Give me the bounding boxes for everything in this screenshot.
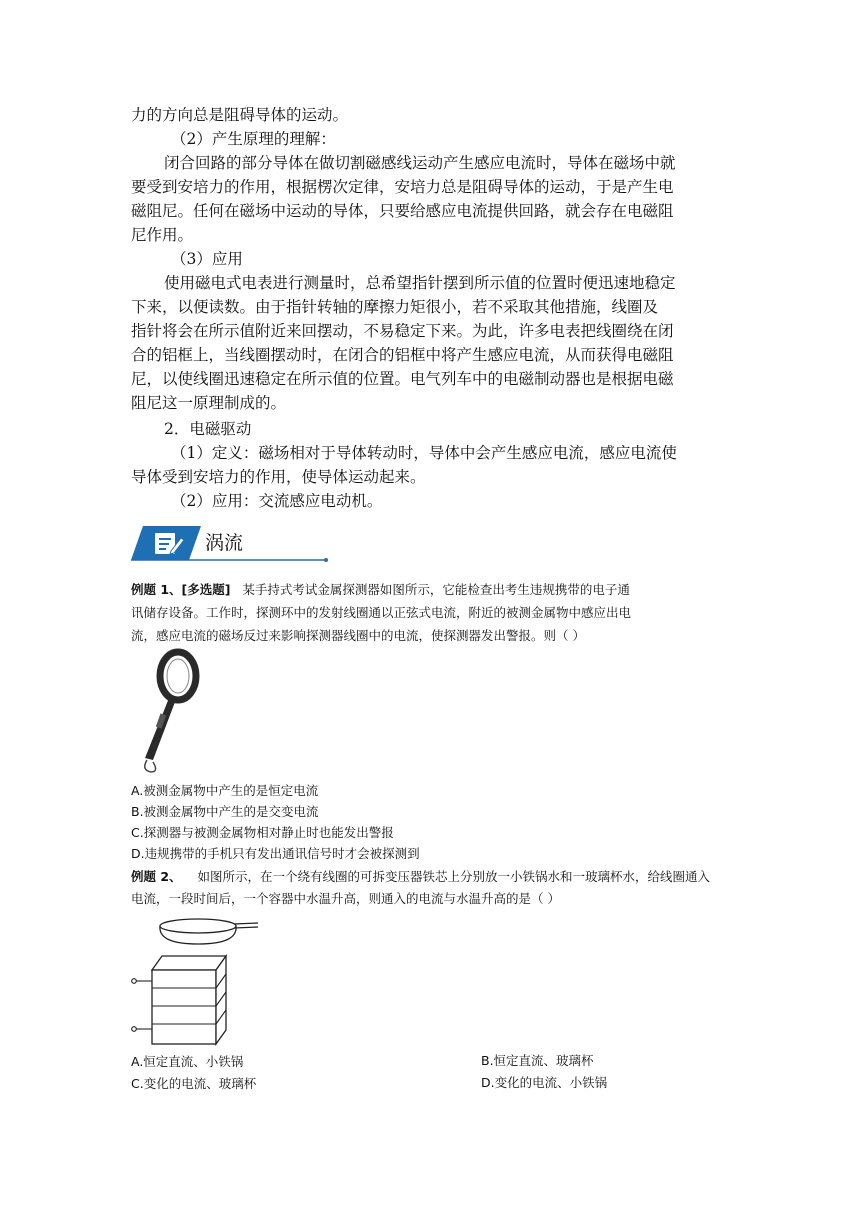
metal-detector-image	[131, 648, 201, 776]
option-a: A.恒定直流、小铁锅	[131, 1054, 244, 1069]
option-c: C.探测器与被测金属物相对静止时也能发出警报	[131, 825, 394, 840]
example-stem-line: 流，感应电流的磁场反过来影响探测器线圈中的电流，使探测器发出警报。则（ ）	[131, 628, 585, 643]
paragraph-line: （1）定义：磁场相对于导体转动时，导体中会产生感应电流，感应电流使	[171, 444, 677, 462]
paragraph-line: 阻尼这一原理制成的。	[131, 394, 287, 412]
example-stem-line: 电流，一段时间后，一个容器中水温升高，则通入的电流与水温升高的是（ ）	[131, 891, 560, 906]
paragraph-line: 指针将会在所示值附近来回摆动，不易稳定下来。为此，许多电表把线圈绕在闭	[131, 322, 674, 340]
example-stem-line	[131, 866, 731, 887]
paragraph-line: 导体受到安培力的作用，使导体运动起来。	[131, 468, 426, 486]
subheading: （3）应用	[171, 250, 243, 268]
subheading: （2）产生原理的理解：	[171, 130, 336, 148]
option-b: B.被测金属物中产生的是交变电流	[131, 804, 319, 819]
example-text: 如图所示，在一个绕有线圈的可拆变压器铁芯上分别放一小铁锅水和一玻璃杯水，给线圈通入	[197, 869, 710, 884]
paragraph-line: 尼作用。	[131, 226, 194, 244]
example-text: 某手持式考试金属探测器如图所示，它能检查出考生违规携带的电子通	[242, 582, 630, 597]
example-label: 例题 2、	[131, 869, 182, 884]
example-label: 例题 1、[多选题]	[131, 582, 231, 597]
paragraph-line: （2）应用：交流感应电动机。	[171, 492, 383, 510]
option-c: C.变化的电流、玻璃杯	[131, 1076, 257, 1091]
option-d: D.变化的电流、小铁锅	[481, 1075, 608, 1090]
section-heading: 2．电磁驱动	[164, 420, 252, 438]
section-title: 涡流	[205, 532, 244, 554]
text-line: 力的方向总是阻碍导体的运动。	[131, 106, 349, 124]
paragraph-line: 要受到安培力的作用，根据楞次定律，安培力总是阻碍导体的运动，于是产生电	[131, 178, 674, 196]
paragraph-line: 闭合回路的部分导体在做切割磁感线运动产生感应电流时，导体在磁场中就	[164, 154, 676, 172]
paragraph-line: 下来，以便读数。由于指针转轴的摩擦力矩很小，若不采取其他措施，线圈及	[131, 298, 659, 316]
paragraph-line: 磁阻尼。任何在磁场中运动的导体，只要给感应电流提供回路，就会存在电磁阻	[131, 202, 674, 220]
paragraph-line: 合的铝框上，当线圈摆动时，在闭合的铝框中将产生感应电流，从而获得电磁阻	[131, 346, 674, 364]
option-a: A.被测金属物中产生的是恒定电流	[131, 783, 319, 798]
example-stem-line	[131, 579, 731, 600]
option-d: D.违规携带的手机只有发出通讯信号时才会被探测到	[131, 846, 420, 861]
paragraph-line: 尼，以使线圈迅速稳定在所示值的位置。电气列车中的电磁制动器也是根据电磁	[131, 370, 674, 388]
transformer-core-image	[128, 910, 263, 1046]
option-b: B.恒定直流、玻璃杯	[481, 1053, 594, 1068]
example-stem-line: 讯储存设备。工作时，探测环中的发射线圈通以正弦式电流，附近的被测金属物中感应出电	[131, 605, 632, 620]
paragraph-line: 使用磁电式电表进行测量时，总希望指针摆到所示值的位置时便迅速地稳定	[164, 274, 676, 292]
